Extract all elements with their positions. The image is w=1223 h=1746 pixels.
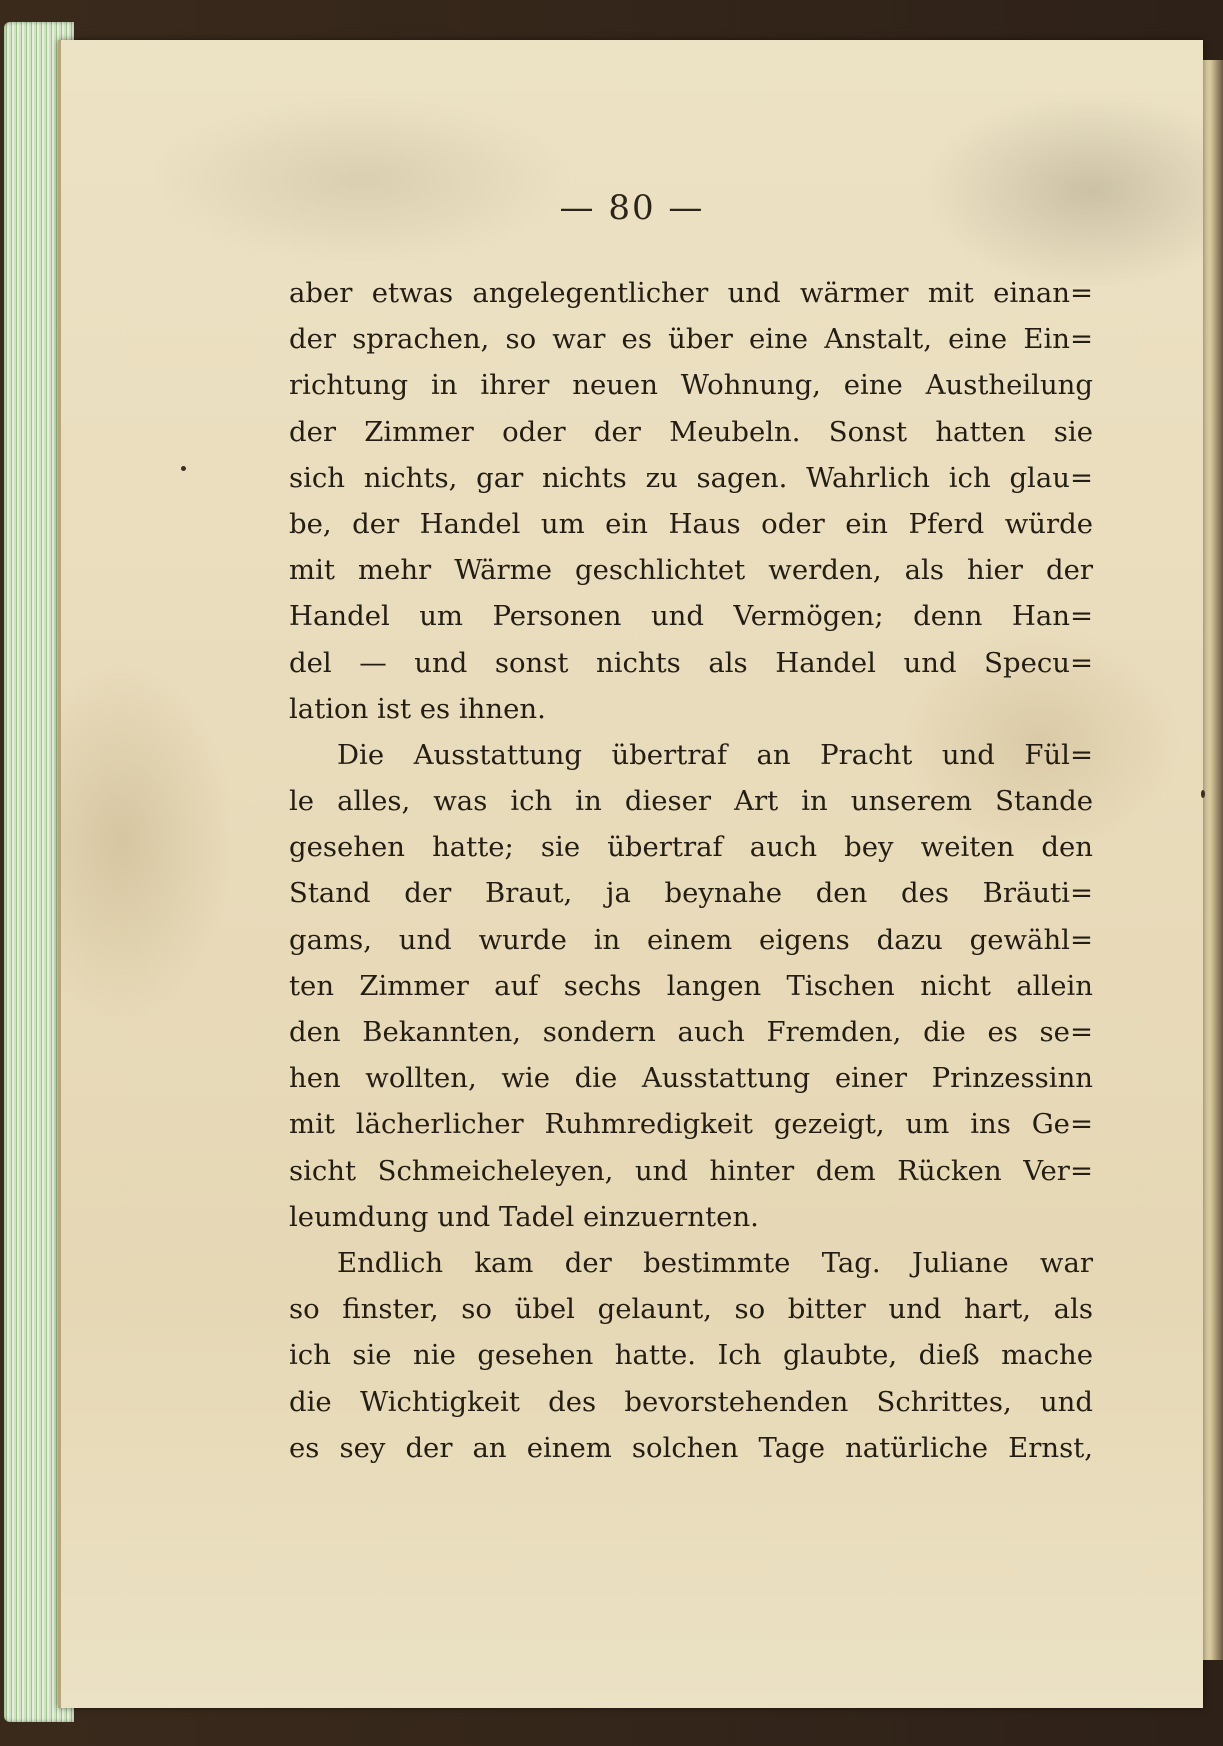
paragraph-start-line: Endlich kam der bestimmte Tag. Juliane war — [337, 1246, 1093, 1279]
paragraph-start-line: Die Ausstattung übertraf an Pracht und Fül= — [337, 738, 1093, 771]
text-line: richtung in ihrer neuen Wohnung, eine Austheilung — [289, 369, 1093, 402]
text-line: gams, und wurde in einem eigens dazu gewähl= — [289, 923, 1093, 956]
book-page — [58, 40, 1203, 1708]
text-line: die Wichtigkeit des bevorstehenden Schrittes, und — [289, 1385, 1093, 1418]
text-line: le alles, was ich in dieser Art in unserem Stande — [289, 785, 1093, 818]
page-number: — 80 — — [559, 188, 705, 228]
text-line: so finster, so übel gelaunt, so bitter und hart, als — [289, 1293, 1093, 1326]
text-line: der sprachen, so war es über eine Anstalt, eine Ein= — [289, 323, 1093, 356]
text-line: ten Zimmer auf sechs langen Tischen nicht allein — [289, 969, 1093, 1002]
text-line: Stand der Braut, ja beynahe den des Bräuti= — [289, 877, 1093, 910]
text-line: Handel um Personen und Vermögen; denn Han= — [289, 600, 1093, 633]
text-line: den Bekannten, sondern auch Fremden, die es se= — [289, 1016, 1093, 1048]
text-line: mit mehr Wärme geschlichtet werden, als hier der — [289, 554, 1093, 587]
text-line: lation ist es ihnen. — [289, 692, 546, 725]
text-line: der Zimmer oder der Meubeln. Sonst hatten sie — [289, 415, 1093, 448]
text-line: aber etwas angelegentlicher und wärmer mit einan= — [289, 277, 1093, 309]
text-line: leumdung und Tadel einzuernten. — [289, 1200, 759, 1233]
text-line: ich sie nie gesehen hatte. Ich glaubte, dieß mache — [289, 1339, 1093, 1372]
ink-speck — [181, 466, 186, 471]
text-line: sicht Schmeicheleyen, und hinter dem Rücken Ver= — [289, 1154, 1093, 1187]
ink-speck — [1201, 790, 1205, 798]
text-line: sich nichts, gar nichts zu sagen. Wahrlich ich glau= — [289, 461, 1093, 494]
text-line: mit lächerlicher Ruhmredigkeit gezeigt, um ins Ge= — [289, 1108, 1093, 1141]
text-line: del — und sonst nichts als Handel und Specu= — [289, 646, 1093, 679]
text-line: hen wollten, wie die Ausstattung einer Prinzessinn — [289, 1062, 1093, 1095]
body-text — [289, 270, 1093, 1471]
text-line: gesehen hatte; sie übertraf auch bey weiten den — [289, 831, 1093, 864]
text-line: be, der Handel um ein Haus oder ein Pferd würde — [289, 507, 1093, 540]
text-line: es sey der an einem solchen Tage natürliche Ernst, — [289, 1431, 1093, 1464]
